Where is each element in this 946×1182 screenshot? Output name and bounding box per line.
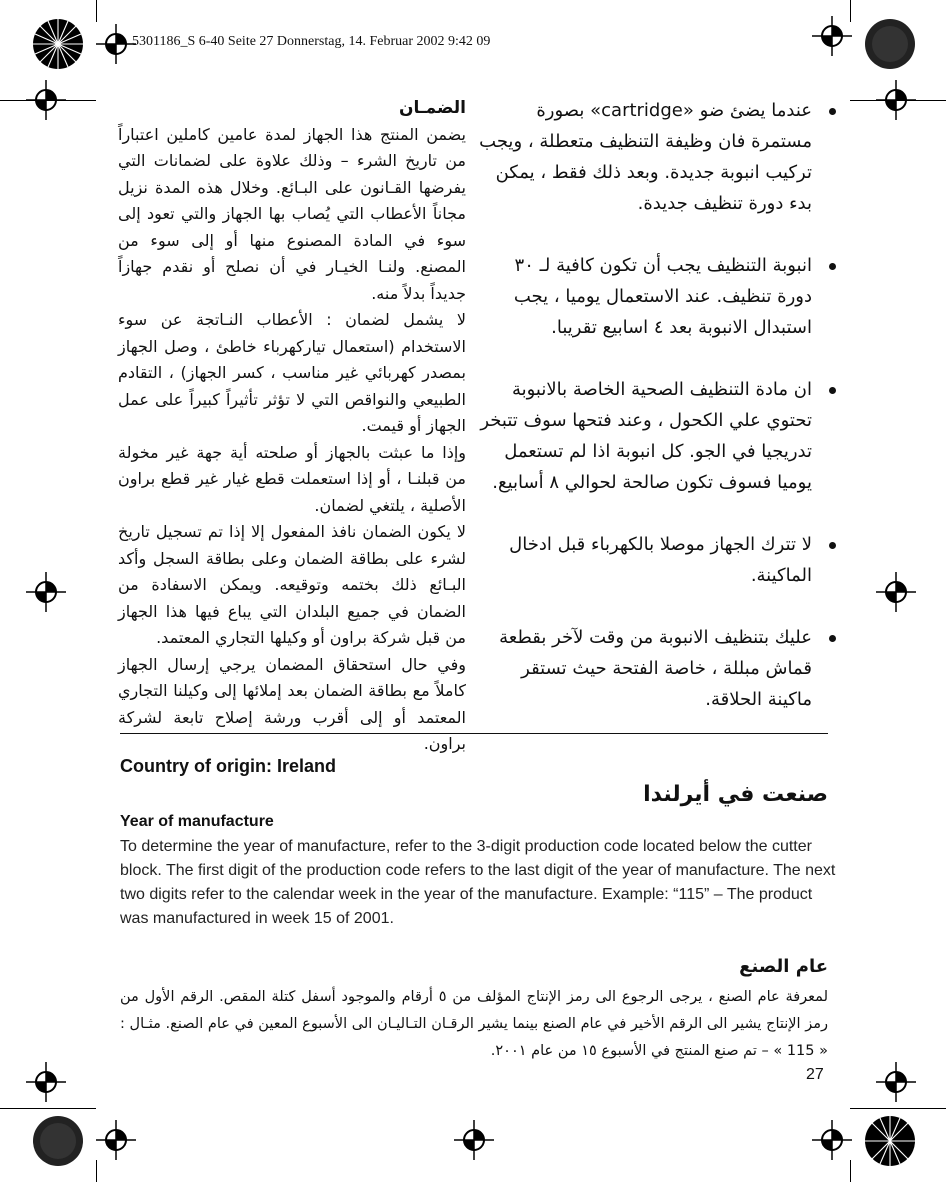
bullet-item: لا تترك الجهاز موصلا بالكهرباء قبل ادخال الماكينة. <box>478 529 838 591</box>
guarantee-paragraph: وإذا ما عبثت بالجهاز أو صلحته أية جهة غير مخولة من قبلنـا ، أو إذا استعملت قطع غيار غير قطع براون الأصلية ، يلتغي لضمان. <box>118 442 466 515</box>
registration-starburst-bottom-right <box>864 1115 916 1167</box>
crosshair-left-middle <box>26 572 66 612</box>
crosshair-right-lower <box>876 1062 916 1102</box>
crosshair-right-middle <box>876 572 916 612</box>
crosshair-top-right <box>812 16 852 56</box>
page-number: 27 <box>806 1066 824 1083</box>
crosshair-top-left <box>96 24 136 64</box>
country-of-origin-ar: صنعت في أيرلندا <box>643 782 828 807</box>
crosshair-bottom-right <box>812 1120 852 1160</box>
guarantee-column <box>118 95 466 758</box>
bullet-dot-icon <box>829 108 836 115</box>
guarantee-paragraph: وفي حال استحقاق المضمان يرجي إرسال الجهاز كاملاً مع بطاقة الضمان بعد إملائها إلى وكيلنا التجاري المعتمد أو إلى أقرب ورشة إصلاح تابعة لشركة براون. <box>118 654 466 753</box>
bullet-dot-icon <box>829 263 836 270</box>
crosshair-bottom-center <box>454 1120 494 1160</box>
guarantee-paragraph: لا يشمل لضمان : الأعطاب النـاتجة عن سوء الاستخدام (استعمال تياركهرباء خاطئ ، وصل الجهاز بمصدر كهربائي غير مناسب ، كسر الجهاز) ، التقادم الطبيعي والنواقص التي لا تؤثر تأثيراً كبيراً على عمل الجهاز أو قيمت. <box>118 310 466 435</box>
section-divider <box>120 733 828 734</box>
registration-disc-bottom-left <box>32 1115 84 1167</box>
year-of-manufacture-title-ar: عام الصنع <box>739 956 828 977</box>
country-of-origin-en: Country of origin: Ireland <box>120 756 336 776</box>
crosshair-left-lower <box>26 1062 66 1102</box>
year-of-manufacture-body-en: To determine the year of manufacture, refer to the 3-digit production code located below the cutter block. The first digit of the production code refers to the last digit of the year of manufacture. The next two digits refer to the calendar week in the year of the manufacture. Example: “115” – The product was manufactured in week 15 of 2001. <box>120 838 836 927</box>
year-of-manufacture-title-en: Year of manufacture <box>120 813 274 830</box>
guarantee-paragraph: يضمن المنتج هذا الجهاز لمدة عامين كاملين اعتباراً من تاريخ الشرء – وذلك علاوة على لضمانات التي يفرضها القـانون على البـائع. وخلال هذه المدة نزيل مجاناً الأعطاب التي يُصاب بها الجهاز والتي تعود إلى سوء في المادة المصنوع منها أو إلى سوء من المصنع. ولنـا الخيـار في أن نصلح أو نقدم جهازاً جديداً بدلاً منه. <box>118 124 466 303</box>
bullet-dot-icon <box>829 542 836 549</box>
bullet-dot-icon <box>829 387 836 394</box>
bullet-item: عندما يضئ ضو «cartridge» بصورة مستمرة فان وظيفة التنظيف متعطلة ، ويجب تركيب انبوبة جديدة. وبعد ذلك فقط ، يمكن بدء دورة تنظيف جديدة. <box>478 95 838 219</box>
bullet-item: انبوبة التنظيف يجب أن تكون كافية لـ ٣٠ دورة تنظيف. عند الاستعمال يوميا ، يجب استبدال الانبوبة بعد ٤ اسابيع تقريبا. <box>478 250 838 343</box>
bullet-item: عليك بتنظيف الانبوبة من وقت لآخر بقطعة قماش مبللة ، خاصة الفتحة حيث تستقر ماكينة الحلاقة. <box>478 622 838 715</box>
crop-line-top-left-h <box>0 100 96 101</box>
guarantee-paragraph: لا يكون الضمان نافذ المفعول إلا إذا تم تسجيل تاريخ لشرء على بطاقة الضمان وعلى بطاقة السجل وأكد البـائع ذلك بختمه وتوقيعه. ويمكن الاسفادة من الضمان في جميع البلدان التي يباع فيها هذا الجهاز من قبل شركة براون أو وكيلها التجاري المعتمد. <box>118 522 466 647</box>
cleaning-instructions-column <box>478 95 838 746</box>
crop-line-top-right-h <box>850 100 946 101</box>
crop-line-bottom-right-v <box>850 1160 851 1182</box>
registration-starburst-top-left <box>32 18 84 70</box>
print-header-info: 5301186_S 6-40 Seite 27 Donnerstag, 14. Februar 2002 9:42 09 <box>132 34 491 49</box>
year-of-manufacture-body-ar: لمعرفة عام الصنع ، يرجى الرجوع الى رمز الإنتاج المؤلف من ٥ أرقام والموجود أسفل كتلة المقص. الرقم الأول من رمز الإنتاج يشير الى الرقم الأخير في عام الصنع بينما يشير الرقـان التـاليـان الى الأسبوع المعين في عام الصنع. مثـال : « 115 » – تم صنع المنتج في الأسبوع ١٥ من عام ٢٠٠١. <box>120 989 828 1059</box>
bullet-list <box>478 95 838 715</box>
registration-disc-top-right <box>864 18 916 70</box>
bullet-item: ان مادة التنظيف الصحية الخاصة بالانبوبة تحتوي علي الكحول ، وعند فتحها سوف تتبخر تدريجيا في الجو. كل انبوبة اذا لم تستعمل يوميا فسوف تكون صالحة لحوالي ٨ أسابيع. <box>478 374 838 498</box>
crosshair-bottom-left <box>96 1120 136 1160</box>
crop-line-bottom-right-h <box>850 1108 946 1109</box>
bullet-dot-icon <box>829 635 836 642</box>
crop-line-bottom-left-v <box>96 1160 97 1182</box>
crop-line-top-left-v <box>96 0 97 22</box>
crop-line-bottom-left-h <box>0 1108 96 1109</box>
crop-line-top-right-v <box>850 0 851 22</box>
guarantee-title: الضمـان <box>398 98 466 118</box>
